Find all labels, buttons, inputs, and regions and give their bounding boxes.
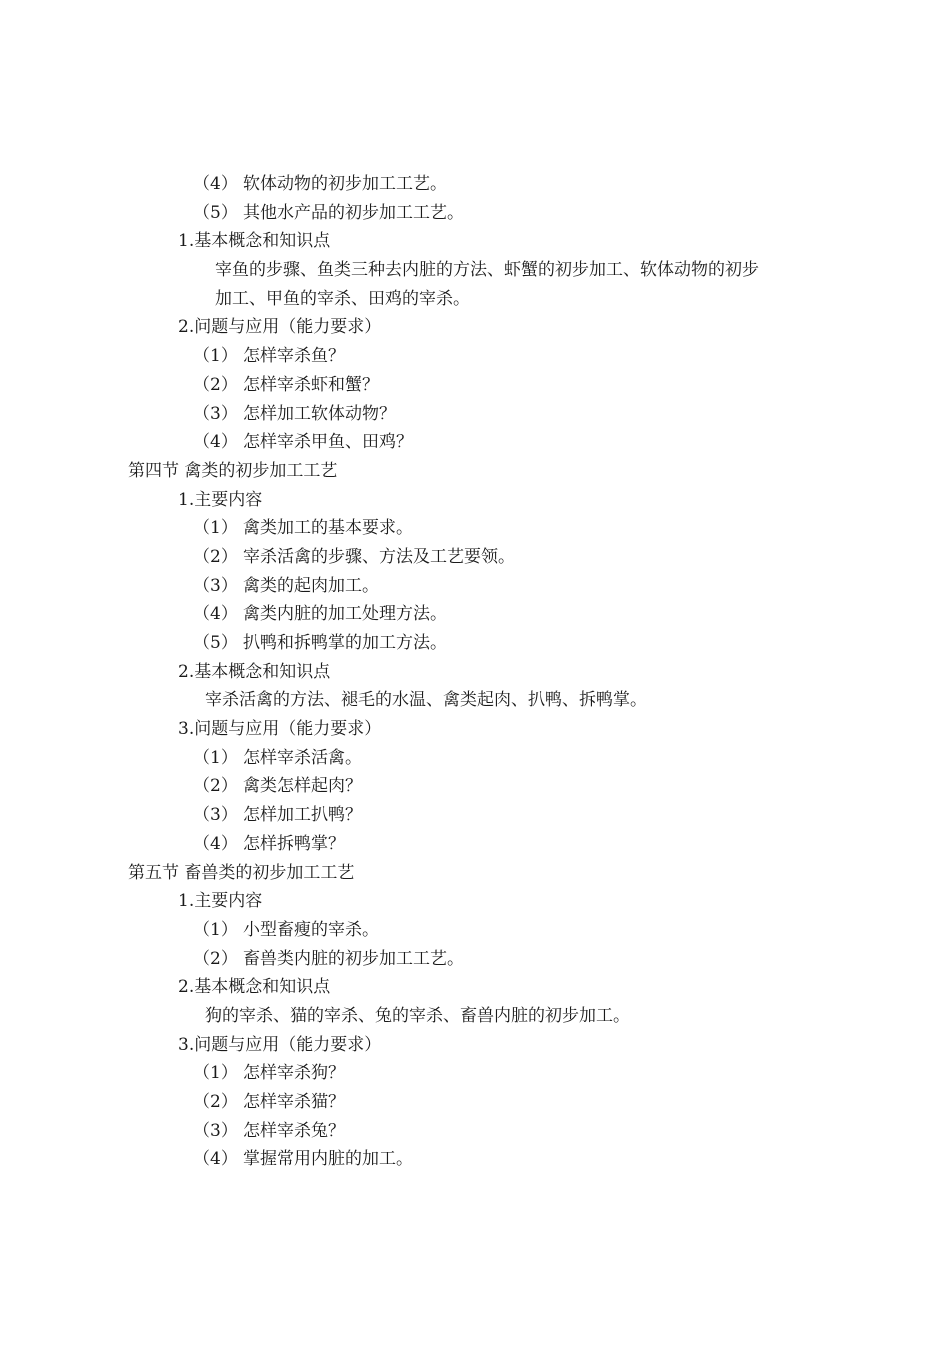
concepts-heading: 2.基本概念和知识点 (178, 977, 331, 998)
list-item: （4） 软体动物的初步加工工艺。 (193, 174, 447, 194)
concepts-heading: 1.基本概念和知识点 (178, 231, 331, 252)
list-item: （4） 怎样宰杀甲鱼、田鸡？ (193, 432, 413, 453)
section-title: 第四节 禽类的初步加工工艺 (128, 460, 338, 481)
concepts-text: 宰鱼的步骤、鱼类三种去内脏的方法、虾蟹的初步加工、软体动物的初步 (215, 260, 759, 281)
list-item: （1） 怎样宰杀狗？ (193, 1063, 345, 1084)
list-item: （2） 禽类怎样起肉？ (193, 776, 362, 797)
list-item: （3） 怎样加工软体动物？ (193, 403, 396, 424)
document-page (0, 170, 952, 1174)
concepts-text: 加工、甲鱼的宰杀、田鸡的宰杀。 (215, 288, 470, 309)
list-item: （3） 禽类的起肉加工。 (193, 575, 379, 596)
questions-heading: 2.问题与应用（能力要求） (178, 317, 382, 338)
list-item: （2） 怎样宰杀猫？ (193, 1092, 345, 1112)
list-item: （4） 怎样拆鸭掌？ (193, 833, 345, 854)
concepts-heading: 2.基本概念和知识点 (178, 661, 331, 682)
list-item: （2） 畜兽类内脏的初步加工工艺。 (193, 948, 464, 969)
list-item: （1） 小型畜瘦的宰杀。 (193, 919, 379, 940)
list-item: （5） 其他水产品的初步加工工艺。 (193, 202, 464, 223)
list-item: （2） 怎样宰杀虾和蟹？ (193, 374, 379, 395)
questions-heading: 3.问题与应用（能力要求） (178, 719, 382, 740)
content-heading: 1.主要内容 (178, 891, 263, 912)
list-item: （1） 禽类加工的基本要求。 (193, 518, 413, 539)
concepts-text: 狗的宰杀、猫的宰杀、兔的宰杀、畜兽内脏的初步加工。 (205, 1005, 630, 1026)
list-item: （1） 怎样宰杀活禽。 (193, 747, 362, 768)
list-item: （4） 禽类内脏的加工处理方法。 (193, 604, 447, 625)
content-heading: 1.主要内容 (178, 489, 263, 510)
list-item: （4） 掌握常用内脏的加工。 (193, 1149, 413, 1170)
questions-heading: 3.问题与应用（能力要求） (178, 1034, 382, 1055)
list-item: （2） 宰杀活禽的步骤、方法及工艺要领。 (193, 546, 515, 567)
concepts-text: 宰杀活禽的方法、褪毛的水温、禽类起肉、扒鸭、拆鸭掌。 (205, 690, 647, 711)
section-title: 第五节 畜兽类的初步加工工艺 (128, 862, 355, 883)
list-item: （1） 怎样宰杀鱼？ (193, 346, 345, 367)
list-item: （3） 怎样加工扒鸭？ (193, 805, 362, 826)
list-item: （3） 怎样宰杀兔？ (193, 1120, 345, 1141)
list-item: （5） 扒鸭和拆鸭掌的加工方法。 (193, 633, 447, 653)
